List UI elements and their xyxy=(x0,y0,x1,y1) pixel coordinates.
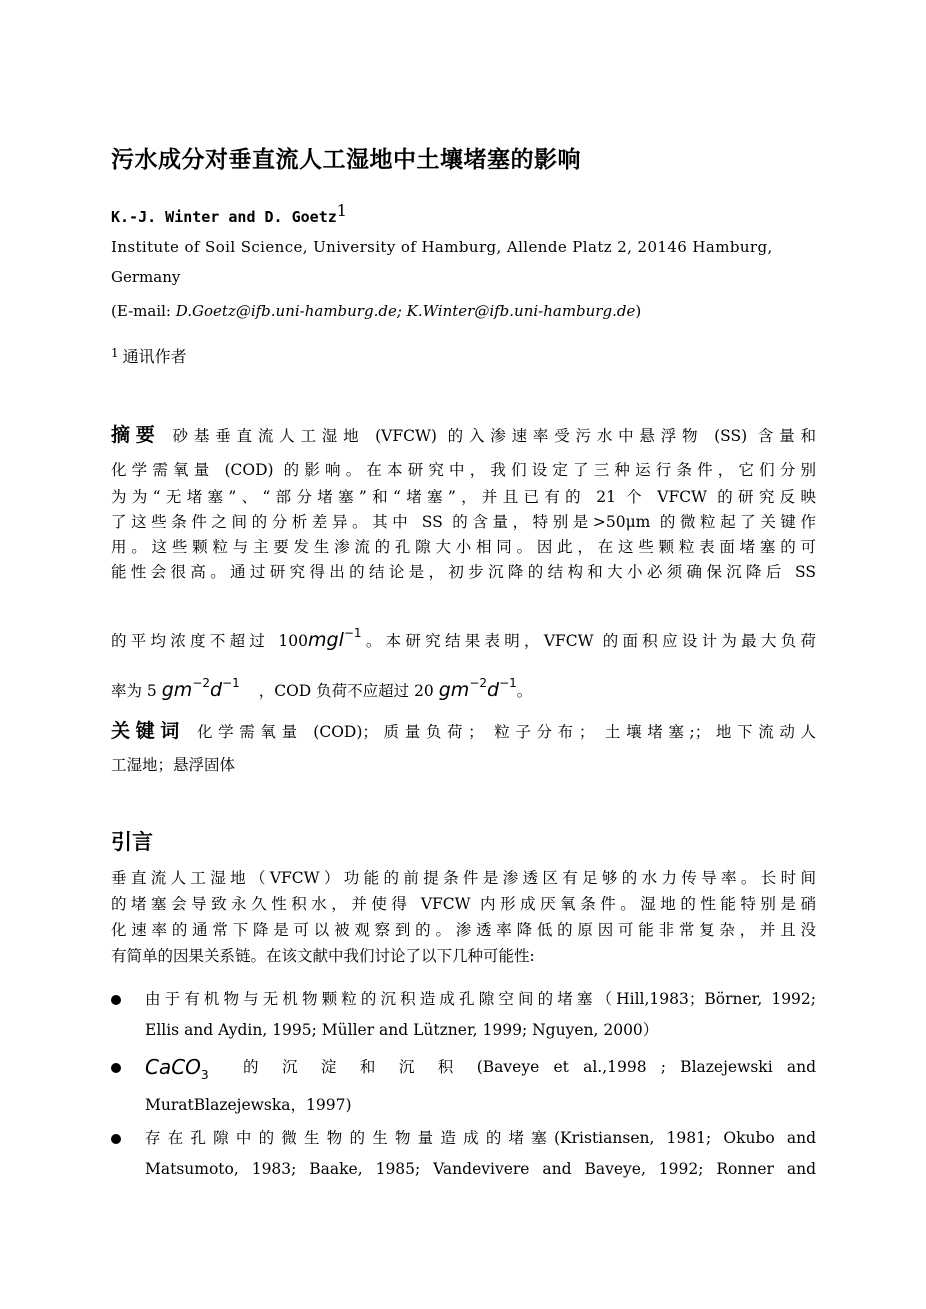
formula-load-ss xyxy=(161,676,240,701)
authors: K.-J. Winter and D. Goetz xyxy=(111,208,337,226)
formula-subscript: 3 xyxy=(200,1068,209,1082)
keywords-text: 化学需氧量 (COD)；质量负荷； 粒子分布； 土壤堵塞;；地下流动人 xyxy=(196,723,816,741)
formula-exponent: −1 xyxy=(343,626,362,640)
abstract-line: 用。这些颗粒与主要发生渗流的孔隙大小相同。因此，在这些颗粒表面堵塞的可 xyxy=(111,538,816,556)
keywords-line: 工湿地；悬浮固体 xyxy=(111,756,236,774)
abstract xyxy=(111,420,816,450)
abstract-text: 率为 5 xyxy=(111,682,157,700)
formula-exponent: −1 xyxy=(499,676,517,690)
intro-line: 有简单的因果关系链。在该文献中我们讨论了以下几种可能性: xyxy=(111,947,535,965)
abstract-text: 的平均浓度不超过 100 xyxy=(111,632,308,650)
formula-caco3 xyxy=(145,1055,209,1082)
formula-text: mgl xyxy=(308,629,344,651)
abstract-line-formula-1 xyxy=(111,618,817,651)
intro-line: 的堵塞会导致永久性积水，并使得 VFCW 内形成厌氧条件。湿地的性能特别是硝 xyxy=(111,895,816,913)
abstract-body xyxy=(111,459,816,584)
keywords-line xyxy=(111,716,816,746)
list-item xyxy=(145,1127,816,1181)
introduction-paragraph xyxy=(111,867,816,968)
abstract-line: 化学需氧量 (COD) 的影响。在本研究中，我们设定了三种运行条件，它们分别 xyxy=(111,461,816,479)
bullet-point xyxy=(111,995,121,1005)
abstract-line: 为为“无堵塞”、“部分堵塞”和“堵塞”，并且已有的 21 个 VFCW 的研究反映 xyxy=(111,488,816,506)
formula-mgl xyxy=(308,626,362,651)
paper-title: 污水成分对垂直流人工湿地中土壤堵塞的影响 xyxy=(111,147,581,173)
bullet-point xyxy=(111,1134,121,1144)
abstract-text: 。本研究结果表明，VFCW 的面积应设计为最大负荷 xyxy=(361,632,817,650)
list-item-line: Ellis and Aydin, 1995; Müller and Lützner, 1999; Nguyen, 2000） xyxy=(145,1021,659,1039)
abstract-line: 了这些条件之间的分析差异。其中 SS 的含量，特别是>50μm 的微粒起了关键作 xyxy=(111,513,816,531)
abstract-line xyxy=(111,668,816,701)
footnote-marker: 1 xyxy=(111,346,119,360)
abstract-line xyxy=(111,420,816,450)
abstract-text: 砂基垂直流人工湿地 (VFCW) 的入渗速率受污水中悬浮物 (SS) 含量和 xyxy=(172,427,816,445)
abstract-line xyxy=(111,618,817,651)
bullet-point xyxy=(111,1063,121,1073)
email-suffix: ) xyxy=(635,302,642,320)
list-item xyxy=(145,988,816,1042)
formula-exponent: −1 xyxy=(222,676,240,690)
abstract-text: 。 xyxy=(516,682,533,700)
corresponding-text: 通讯作者 xyxy=(122,347,187,366)
formula-text: d xyxy=(210,679,223,701)
list-item xyxy=(145,1052,816,1117)
corresponding-author-note xyxy=(111,344,187,367)
formula-text: gm xyxy=(438,679,470,701)
formula-exponent: −2 xyxy=(192,676,211,690)
affiliation-country: Germany xyxy=(111,268,181,286)
intro-line: 垂直流人工湿地（VFCW）功能的前提条件是渗透区有足够的水力传导率。长时间 xyxy=(111,869,816,887)
list-item-line: 由于有机物与无机物颗粒的沉积造成孔隙空间的堵塞（Hill,1983；Börner, 1992; xyxy=(145,990,816,1008)
list-item-line: Matsumoto, 1983; Baake, 1985; Vandevivere and Baveye, 1992; Ronner and xyxy=(145,1160,816,1178)
list-item-line: 存在孔隙中的微生物的生物量造成的堵塞(Kristiansen, 1981; Okubo and xyxy=(145,1129,816,1147)
formula-text: d xyxy=(487,679,500,701)
email-prefix: (E-mail: xyxy=(111,302,176,320)
keywords-label: 关键词 xyxy=(111,720,185,742)
formula-text: CaCO xyxy=(145,1055,201,1079)
formula-exponent: −2 xyxy=(469,676,488,690)
abstract-label: 摘要 xyxy=(111,424,161,446)
list-item-line xyxy=(145,1052,816,1082)
list-item-line: MuratBlazejewska，1997) xyxy=(145,1096,352,1114)
email-line xyxy=(111,302,641,320)
formula-text: gm xyxy=(161,679,193,701)
keywords xyxy=(111,716,816,777)
abstract-line: 能性会很高。通过研究得出的结论是，初步沉降的结构和大小必须确保沉降后 SS xyxy=(111,563,816,581)
affiliation: Institute of Soil Science, University of Hamburg, Allende Platz 2, 20146 Hamburg, xyxy=(111,238,773,256)
author-line xyxy=(111,201,347,226)
abstract-text: ，COD 负荷不应超过 20 xyxy=(258,682,434,700)
author-footnote-marker: 1 xyxy=(336,201,347,220)
abstract-line-formula-2 xyxy=(111,668,816,701)
intro-line: 化速率的通常下降是可以被观察到的。渗透率降低的原因可能非常复杂，并且没 xyxy=(111,921,816,939)
formula-load-cod xyxy=(438,676,517,701)
list-item-text: 的 沉 淀 和 沉 积 (Baveye et al.,1998 ; Blazejewski and xyxy=(243,1058,816,1076)
section-title-introduction: 引言 xyxy=(111,830,153,854)
email-addresses[interactable]: D.Goetz@ifb.uni-hamburg.de; K.Winter@ifb.uni-hamburg.de xyxy=(175,302,636,320)
